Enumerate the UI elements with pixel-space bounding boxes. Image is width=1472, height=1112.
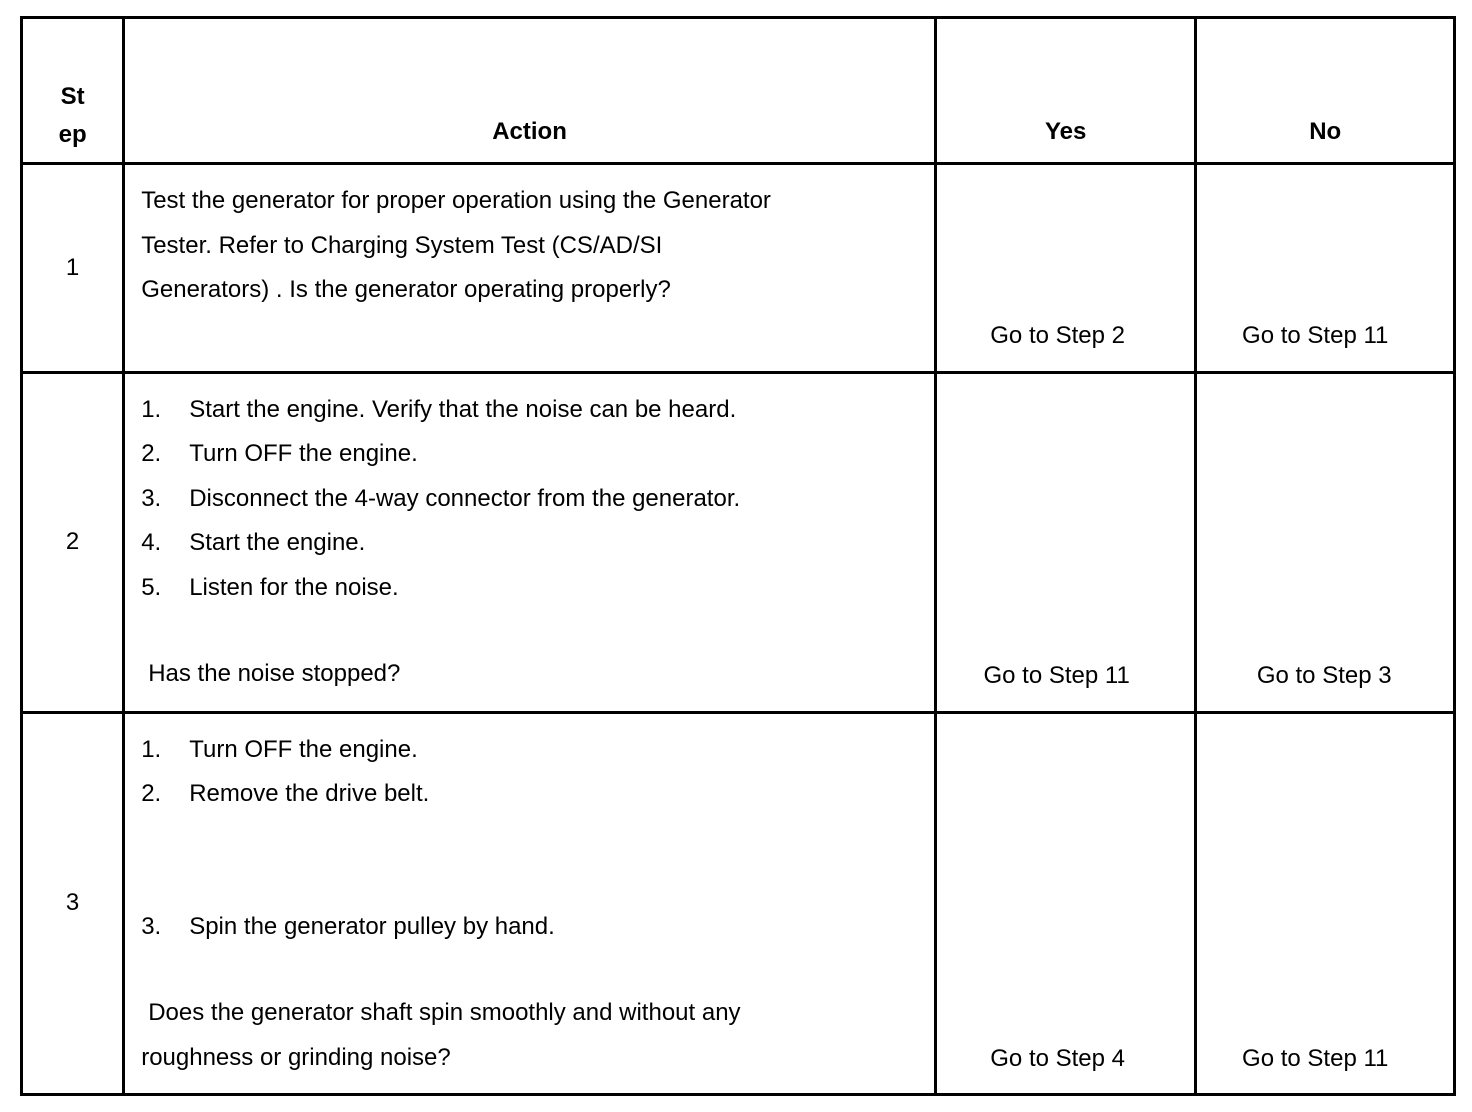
step-number: 3 bbox=[22, 712, 124, 1094]
question-text-continued: roughness or grinding noise? bbox=[141, 1043, 451, 1071]
action-cell bbox=[124, 164, 936, 372]
list-item: 2. Turn OFF the engine. bbox=[141, 440, 418, 468]
action-steps bbox=[141, 388, 934, 611]
list-item: 4. Start the engine. bbox=[141, 529, 366, 557]
list-item: 3. Disconnect the 4-way connector from the generator. bbox=[141, 484, 741, 512]
yes-result: Go to Step 4 bbox=[935, 712, 1196, 1094]
list-item: 5. Listen for the noise. bbox=[141, 573, 399, 601]
header-step: St ep bbox=[22, 18, 124, 164]
diagnostic-table bbox=[20, 16, 1456, 1096]
list-item: 2. Remove the drive belt. bbox=[141, 780, 430, 808]
yes-result: Go to Step 2 bbox=[935, 164, 1196, 372]
list-item: 1. Turn OFF the engine. bbox=[141, 735, 418, 763]
yes-result: Go to Step 11 bbox=[935, 372, 1196, 712]
no-result: Go to Step 11 bbox=[1196, 164, 1455, 372]
no-result: Go to Step 11 bbox=[1196, 712, 1455, 1094]
table-row bbox=[22, 712, 1455, 1094]
action-steps bbox=[141, 728, 934, 817]
step-number: 1 bbox=[22, 164, 124, 372]
question-text: Has the noise stopped? bbox=[148, 660, 401, 688]
table-row bbox=[22, 372, 1455, 712]
action-cell bbox=[124, 372, 936, 712]
action-text: Test the generator for proper operation using the Generator Tester. Refer to Charging System Test (CS/AD/SI Generators) . Is the generator operating properly? bbox=[141, 187, 771, 304]
header-no: No bbox=[1196, 18, 1455, 164]
header-yes: Yes bbox=[935, 18, 1196, 164]
table-header-row bbox=[22, 18, 1455, 164]
action-steps-continued bbox=[141, 905, 934, 950]
header-action: Action bbox=[124, 18, 936, 164]
no-result: Go to Step 3 bbox=[1196, 372, 1455, 712]
list-item: 1. Start the engine. Verify that the noise can be heard. bbox=[141, 395, 737, 423]
action-cell bbox=[124, 712, 936, 1094]
question-text: Does the generator shaft spin smoothly and without any bbox=[148, 999, 741, 1027]
step-number: 2 bbox=[22, 372, 124, 712]
table-row bbox=[22, 164, 1455, 372]
list-item: 3. Spin the generator pulley by hand. bbox=[141, 912, 555, 940]
